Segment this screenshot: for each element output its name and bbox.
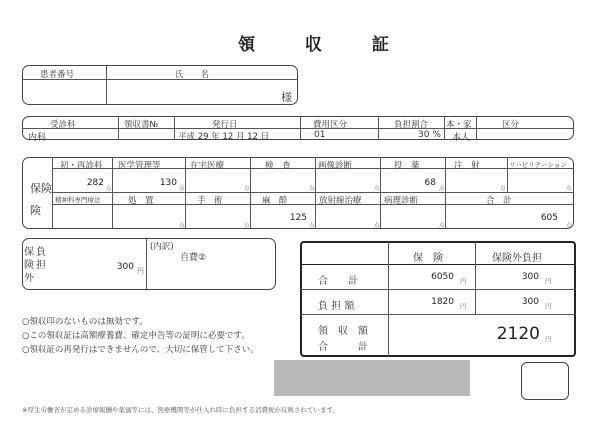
summary-total-insurance: 6050 bbox=[431, 272, 454, 282]
visit-insured-type: 本人 bbox=[452, 133, 471, 143]
summary-burden-non-insurance: 300 bbox=[521, 297, 539, 307]
footer-note: ※厚生労働省が定める診療報酬や薬価等には、医療機関等が仕入れ時に負担する消費税が反映されています。 bbox=[22, 406, 339, 414]
visit-header-dept: 受診科 bbox=[50, 120, 76, 130]
summary-header-insurance: 保 険 bbox=[413, 253, 443, 264]
summary-header-non-insurance: 保険外負担 bbox=[492, 253, 542, 264]
yen-unit: 円 bbox=[460, 302, 467, 310]
unit-label: 点 bbox=[244, 186, 250, 192]
unit-label: 点 bbox=[244, 223, 250, 229]
self-pay-label-3: 外 bbox=[24, 273, 34, 284]
insurance-value-medical-management: 130 bbox=[159, 178, 177, 188]
redacted-block bbox=[274, 360, 470, 396]
visit-cost-category: 01 bbox=[314, 130, 326, 140]
patient-name-label: 氏 名 bbox=[175, 70, 210, 80]
summary-receipt-total: 2120 bbox=[496, 324, 540, 344]
insurance-value-initial-visit: 282 bbox=[86, 178, 104, 188]
insurance-header-exam: 検 査 bbox=[265, 161, 291, 171]
unit-label: 点 bbox=[566, 186, 572, 192]
insurance-value-medication: 68 bbox=[424, 178, 436, 188]
unit-label: 点 bbox=[106, 186, 112, 192]
yen-unit: 円 bbox=[460, 277, 467, 285]
insurance-header-procedure: 処 置 bbox=[128, 196, 154, 206]
visit-header-category: 区分 bbox=[502, 120, 520, 130]
unit-label: 点 bbox=[439, 223, 445, 229]
yen-unit: 円 bbox=[545, 302, 552, 310]
stamp-box bbox=[521, 362, 569, 400]
insurance-header-rehab: リハビリテーション bbox=[509, 161, 567, 169]
visit-department: 内科 bbox=[28, 133, 47, 143]
unit-label: 点 bbox=[439, 186, 445, 192]
insurance-value-anesthesia: 125 bbox=[289, 213, 307, 223]
insurance-header-imaging: 画像診断 bbox=[318, 161, 353, 171]
insurance-value-total: 605 bbox=[540, 213, 558, 223]
unit-label: 点 bbox=[179, 223, 185, 229]
insurance-header-total: 合 計 bbox=[486, 196, 512, 206]
visit-header-cost-category: 費用区分 bbox=[313, 120, 348, 130]
unit-label: 点 bbox=[179, 186, 185, 192]
summary-receipt-label-2: 合 計 bbox=[318, 342, 368, 353]
self-pay-box bbox=[22, 238, 276, 290]
note-3: ○領収証の再発行はできませんので、大切に保管して下さい。 bbox=[22, 345, 259, 355]
insurance-section-label-2: 険 bbox=[30, 204, 41, 217]
note-2: ○この領収証は高額療養費、確定申告等の証明に必要です。 bbox=[22, 331, 250, 341]
visit-burden-ratio: 30 % bbox=[418, 130, 441, 140]
self-pay-label-2: 険担 bbox=[24, 260, 48, 271]
summary-total-label: 合 計 bbox=[318, 276, 358, 287]
insurance-header-injection: 注 射 bbox=[454, 161, 480, 171]
self-pay-amount: 300 bbox=[116, 262, 134, 272]
insurance-header-home-care: 在宅医療 bbox=[190, 161, 225, 171]
yen-unit: 円 bbox=[545, 277, 552, 285]
self-pay-breakdown-label: (内訳) bbox=[150, 242, 174, 252]
insurance-header-medical-management: 医学管理等 bbox=[118, 161, 161, 171]
note-1: ○領収印のないものは無効です。 bbox=[22, 317, 148, 327]
insurance-header-medication: 投 薬 bbox=[394, 161, 420, 171]
summary-burden-insurance: 1820 bbox=[431, 297, 454, 307]
unit-label: 点 bbox=[566, 223, 572, 229]
patient-honorific: 様 bbox=[281, 91, 292, 104]
insurance-section-label: 保険 bbox=[30, 182, 52, 195]
visit-header-receipt-no: 領収書№ bbox=[124, 120, 159, 130]
insurance-header-psychiatry: 精神科専門療法 bbox=[55, 196, 101, 204]
visit-header-issue-date: 発行日 bbox=[212, 120, 238, 130]
visit-issue-date: 平成 29 年 12 月 12 日 bbox=[178, 132, 270, 142]
visit-header-burden-ratio: 負担割合 bbox=[394, 120, 429, 130]
self-pay-breakdown-item: 自費② bbox=[180, 253, 207, 263]
insurance-header-anesthesia: 麻 酔 bbox=[262, 196, 288, 206]
unit-label: 点 bbox=[374, 223, 380, 229]
receipt-title: 領 収 証 bbox=[238, 35, 411, 55]
summary-receipt-label-1: 領 収 額 bbox=[318, 326, 368, 337]
self-pay-label-1: 保負 bbox=[24, 247, 48, 258]
insurance-header-radiotherapy: 放射線治療 bbox=[319, 196, 362, 206]
self-pay-unit: 円 bbox=[137, 267, 144, 275]
summary-total-non-insurance: 300 bbox=[521, 272, 539, 282]
visit-header-insured-type: 本・家 bbox=[446, 120, 472, 130]
unit-label: 点 bbox=[374, 186, 380, 192]
insurance-header-initial-visit: 初・再診料 bbox=[60, 161, 103, 171]
summary-burden-label: 負 担 額 bbox=[318, 301, 355, 312]
insurance-header-pathology: 病理診断 bbox=[384, 196, 419, 206]
unit-label: 点 bbox=[309, 186, 315, 192]
unit-label: 点 bbox=[309, 223, 315, 229]
patient-id-label: 患者番号 bbox=[40, 70, 75, 80]
insurance-header-surgery: 手 術 bbox=[197, 196, 223, 206]
unit-label: 点 bbox=[500, 186, 506, 192]
yen-unit: 円 bbox=[545, 335, 552, 343]
